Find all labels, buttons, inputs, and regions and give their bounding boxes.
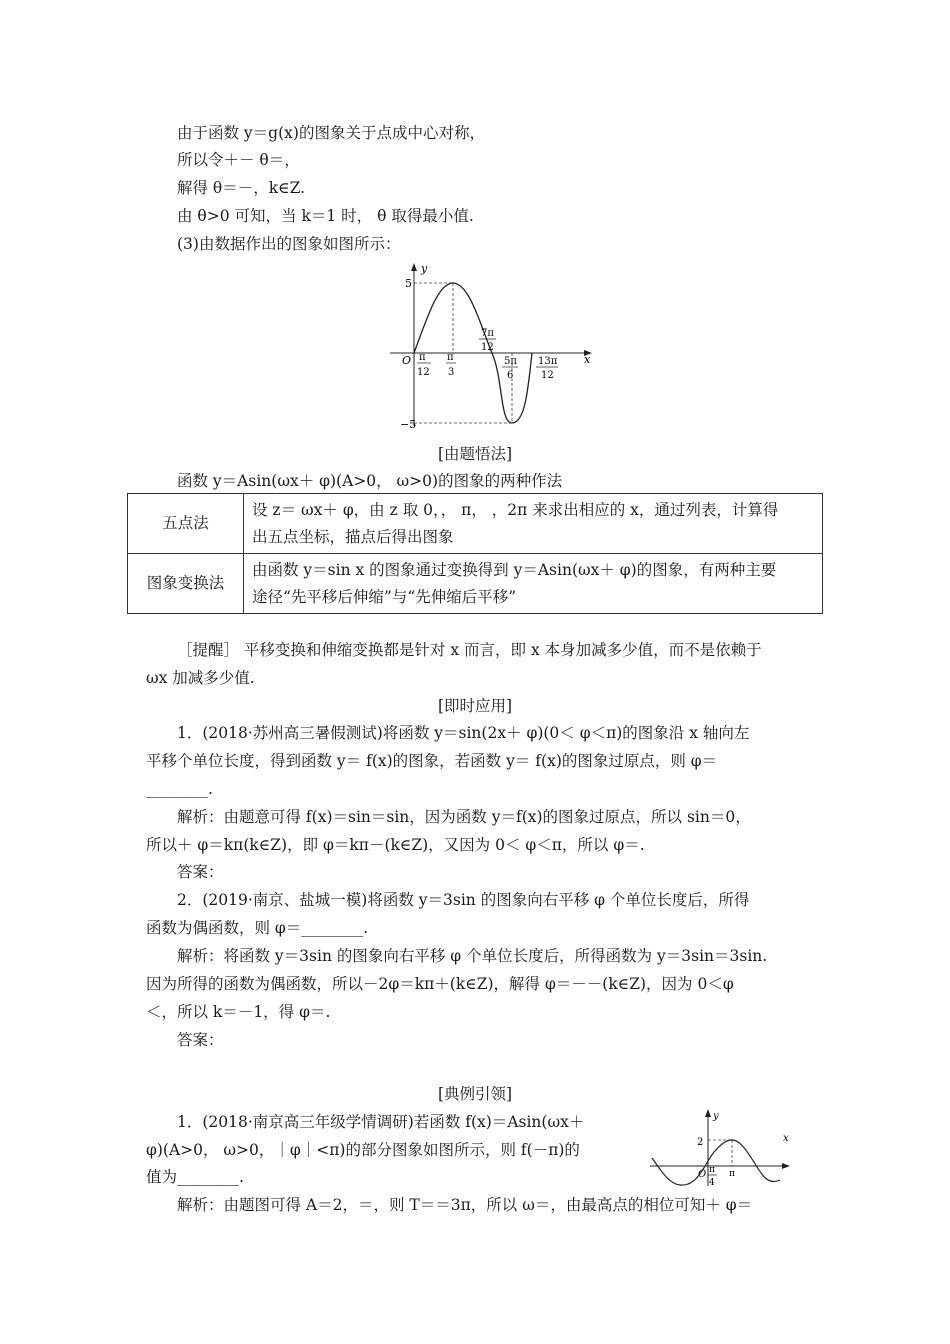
tick-pi: π — [729, 1169, 735, 1179]
text-line: 解析：由题图可得 A＝2，＝，则 T＝＝3π，所以 ω＝，由最高点的相位可知＋ φ＝ — [177, 1196, 753, 1214]
tick-pi-4-den: 4 — [709, 1178, 715, 1188]
text-line: ωx 加减多少值. — [146, 669, 255, 687]
origin-label: O — [698, 1169, 707, 1180]
tick-pi-3-num: π — [447, 352, 454, 363]
text-line: 所以令＋－ θ＝， — [177, 151, 300, 169]
table-row — [128, 554, 823, 614]
method-name: 图象变换法 — [128, 554, 244, 614]
text-line: 1．(2018·南京高三年级学情调研)若函数 f(x)＝Asin(ωx＋ — [177, 1113, 585, 1131]
text-line: 函数为偶函数，则 φ＝________. — [146, 919, 369, 937]
tick-pi-4-num: π — [709, 1165, 715, 1175]
text-line: 答案： — [177, 863, 224, 881]
origin-label: O — [402, 354, 412, 367]
text-line: ＜，所以 k＝－1，得 φ＝. — [146, 1003, 331, 1021]
tick-13pi-12-num: 13π — [538, 356, 558, 367]
text-line: 所以＋ φ＝kπ(k∈Z)，即 φ＝kπ－(k∈Z)，又因为 0＜ φ＜π，所以 φ＝. — [146, 836, 645, 854]
method-desc — [244, 494, 823, 554]
section-heading: [由题悟法] — [437, 445, 513, 463]
text-line: (3)由数据作出的图象如图所示： — [177, 235, 401, 253]
text-line: 解得 θ＝－，k∈Z. — [177, 179, 306, 197]
text-line: 答案： — [177, 1031, 224, 1049]
y-tick-neg5: −5 — [400, 418, 417, 431]
text-line: 1．(2018·苏州高三暑假测试)将函数 y＝sin(2x＋ φ)(0＜ φ＜π)的图象沿 x 轴向左 — [177, 724, 750, 742]
section-heading: [即时应用] — [437, 697, 513, 715]
y-axis-arrow — [705, 1109, 711, 1117]
tick-13pi-12-den: 12 — [541, 370, 554, 381]
table-row — [128, 494, 823, 554]
tick-pi-3-den: 3 — [448, 367, 455, 378]
tick-pi-12-den: 12 — [417, 367, 430, 378]
text-line: 由 θ>0 可知，当 k＝1 时， θ 取得最小值. — [177, 207, 474, 225]
desc-line: 设 z＝ ωx＋ φ，由 z 取 0，， π， ，2π 来求出相应的 x，通过列表，计算得 — [252, 500, 779, 519]
section-heading: [典例引领] — [437, 1085, 513, 1103]
x-axis-label: x — [783, 1133, 789, 1144]
method-table — [127, 493, 823, 614]
text-line: φ)(A>0， ω>0，｜φ｜<π)的部分图象如图所示，则 f(－π)的 — [146, 1141, 580, 1159]
text-line: 由于函数 y＝g(x)的图象关于点成中心对称， — [177, 124, 485, 142]
y-tick-5: 5 — [405, 277, 412, 290]
method-name: 五点法 — [128, 494, 244, 554]
text-line: 因为所得的函数为偶函数，所以－2φ＝kπ＋(k∈Z)，解得 φ＝－－(k∈Z)，因为 0＜φ — [146, 975, 734, 993]
text-line: 函数 y＝Asin(ωx＋ φ)(A>0， ω>0)的图象的两种作法 — [177, 472, 563, 490]
text-line: 解析：由题意可得 f(x)＝sin＝sin，因为函数 y＝f(x)的图象过原点，所以 sin＝0， — [177, 808, 751, 826]
tick-5pi-6-num: 5π — [504, 356, 517, 367]
text-line: 2．(2019·南京、盐城一模)将函数 y＝3sin 的图象向右平移 φ 个单位长度后，所得 — [177, 891, 750, 909]
x-axis-label: x — [584, 353, 591, 366]
x-axis-arrow — [782, 1163, 790, 1169]
example-graph-figure — [645, 1105, 795, 1190]
y-tick-2: 2 — [697, 1137, 704, 1148]
text-line: ［提醒］ 平移变换和伸缩变换都是针对 x 而言，即 x 本身加减多少值，而不是依赖于 — [177, 641, 762, 659]
desc-line: 由函数 y＝sin x 的图象通过变换得到 y＝Asin(ωx＋ φ)的图象，有两种主要 — [252, 560, 777, 579]
desc-line: 出五点坐标，描点后得出图象 — [252, 527, 454, 546]
tick-7pi-12-num: 7π — [481, 328, 494, 339]
method-desc — [244, 554, 823, 614]
text-line: ________. — [146, 780, 213, 798]
tick-5pi-6-den: 6 — [507, 370, 514, 381]
tick-7pi-12-den: 12 — [481, 342, 494, 353]
sine-curve — [652, 1140, 780, 1185]
y-axis-label: y — [713, 1111, 719, 1122]
text-line: 值为________. — [146, 1168, 244, 1186]
y-axis-label: y — [421, 262, 428, 275]
desc-line: 途径“先平移后伸缩”与“先伸缩后平移” — [252, 587, 517, 606]
text-line: 平移个单位长度，得到函数 y＝ f(x)的图象，若函数 y＝ f(x)的图象过原点，则 φ＝ — [146, 752, 718, 770]
sine-graph-figure — [385, 258, 600, 433]
text-line: 解析：将函数 y＝3sin 的图象向右平移 φ 个单位长度后，所得函数为 y＝3sin＝3sin. — [177, 947, 768, 965]
tick-pi-12-num: π — [419, 352, 426, 363]
y-axis-arrow — [411, 263, 417, 271]
